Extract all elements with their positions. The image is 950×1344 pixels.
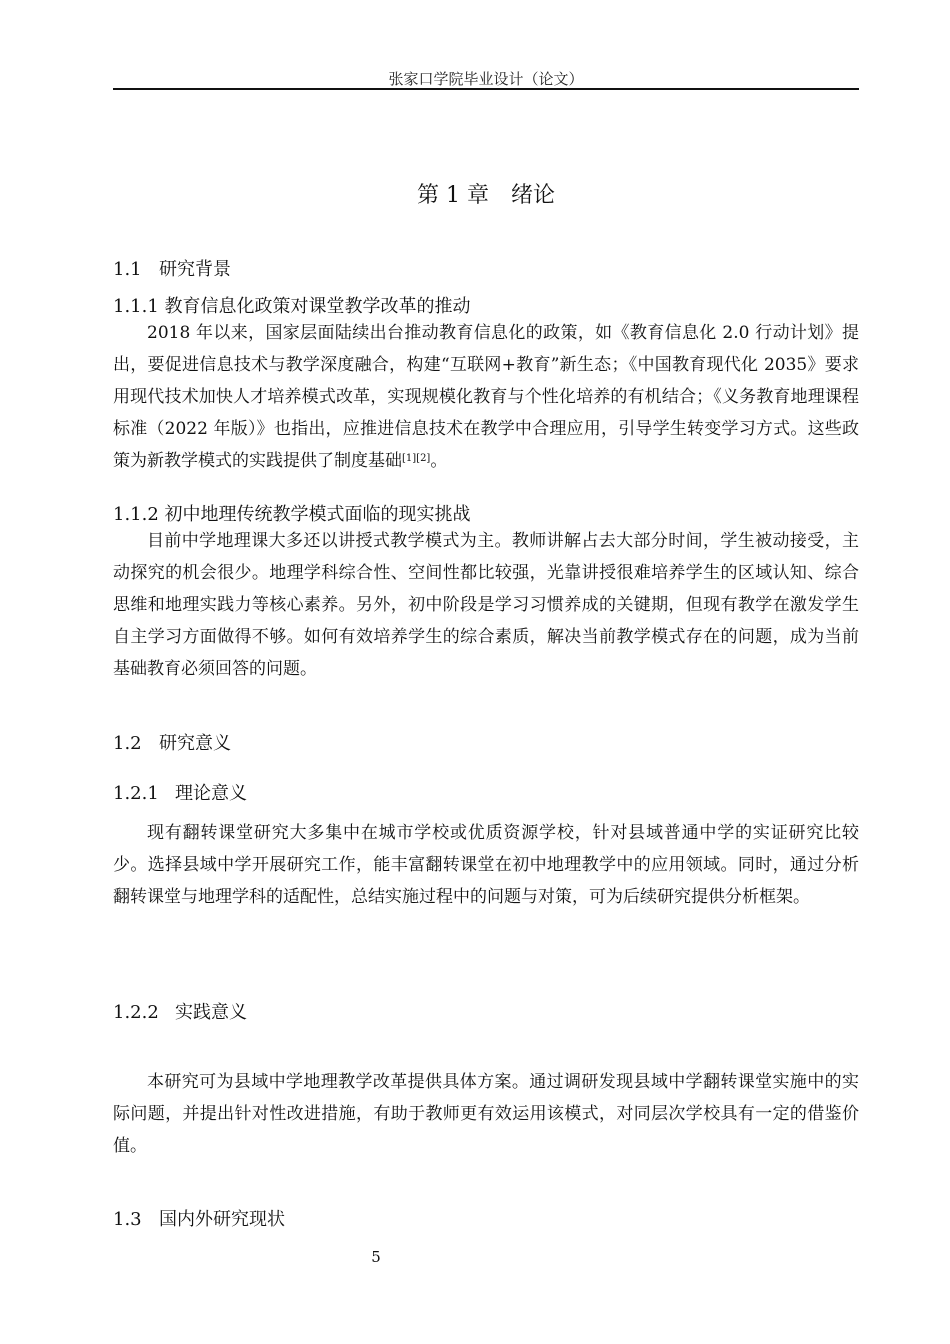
paragraph-1-1-1 — [113, 317, 859, 477]
chapter-title: 第 1 章 绪论 — [417, 183, 555, 208]
paragraph-1-2-1: 现有翻转课堂研究大多集中在城市学校或优质资源学校，针对县域普通中学的实证研究比较少。选择县域中学开展研究工作，能丰富翻转课堂在初中地理教学中的应用领域。同时，通过分析翻转课堂与地理学科的适配性，总结实施过程中的问题与对策，可为后续研究提供分析框架。 — [113, 823, 859, 907]
citation: [1][2] — [402, 453, 431, 464]
section-heading-1-2-2 — [113, 998, 247, 1024]
section-number: 1.2.1 — [113, 783, 159, 804]
header-rule — [113, 88, 859, 90]
paragraph-1-2-2: 本研究可为县域中学地理教学改革提供具体方案。通过调研发现县域中学翻转课堂实施中的实际问题，并提出针对性改进措施，有助于教师更有效运用该模式，对同层次学校具有一定的借鉴价值。 — [113, 1072, 859, 1156]
section-title: 理论意义 — [175, 783, 247, 804]
section-title: 实践意义 — [175, 1002, 247, 1023]
section-number: 1.2.2 — [113, 1002, 159, 1023]
paragraph-1-1-2: 目前中学地理课大多还以讲授式教学模式为主。教师讲解占去大部分时间，学生被动接受，主动探究的机会很少。地理学科综合性、空间性都比较强，光靠讲授很难培养学生的区域认知、综合思维和地理实践力等核心素养。另外，初中阶段是学习习惯养成的关键期，但现有教学在激发学生自主学习方面做得不够。如何有效培养学生的综合素质，解决当前教学模式存在的问题，成为当前基础教育必须回答的问题。 — [113, 531, 859, 679]
section-number: 1.1 — [113, 259, 142, 280]
section-title: 国内外研究现状 — [159, 1209, 285, 1230]
section-heading-1-1 — [113, 255, 231, 281]
section-heading-1-3 — [113, 1205, 285, 1231]
section-heading-1-1-2: 1.1.2 初中地理传统教学模式面临的现实挑战 — [113, 504, 471, 525]
page-number: 5 — [371, 1248, 381, 1266]
section-title: 研究意义 — [159, 733, 231, 754]
section-heading-1-2-1 — [113, 779, 247, 805]
page-header: 张家口学院毕业设计（论文） — [388, 70, 584, 88]
section-title: 研究背景 — [159, 259, 231, 280]
section-heading-1-1-1: 1.1.1 教育信息化政策对课堂教学改革的推动 — [113, 296, 471, 317]
section-heading-1-2 — [113, 729, 231, 755]
paragraph-end: 。 — [430, 451, 448, 471]
section-number: 1.3 — [113, 1209, 142, 1230]
section-number: 1.2 — [113, 733, 142, 754]
paragraph-text: 2018 年以来，国家层面陆续出台推动教育信息化的政策，如《教育信息化 2.0 行动计划》提出，要促进信息技术与教学深度融合，构建“互联网+教育”新生态；《中国教育现代化 2035》要求用现代技术加快人才培养模式改革，实现规模化教育与个性化培养的有机结合；《义务教育地理课程标准（2022 年版）》也指出，应推进信息技术在教学中合理应用，引导学生转变学习方式。这些政策为新教学模式的实践提供了制度基础 — [113, 323, 859, 471]
